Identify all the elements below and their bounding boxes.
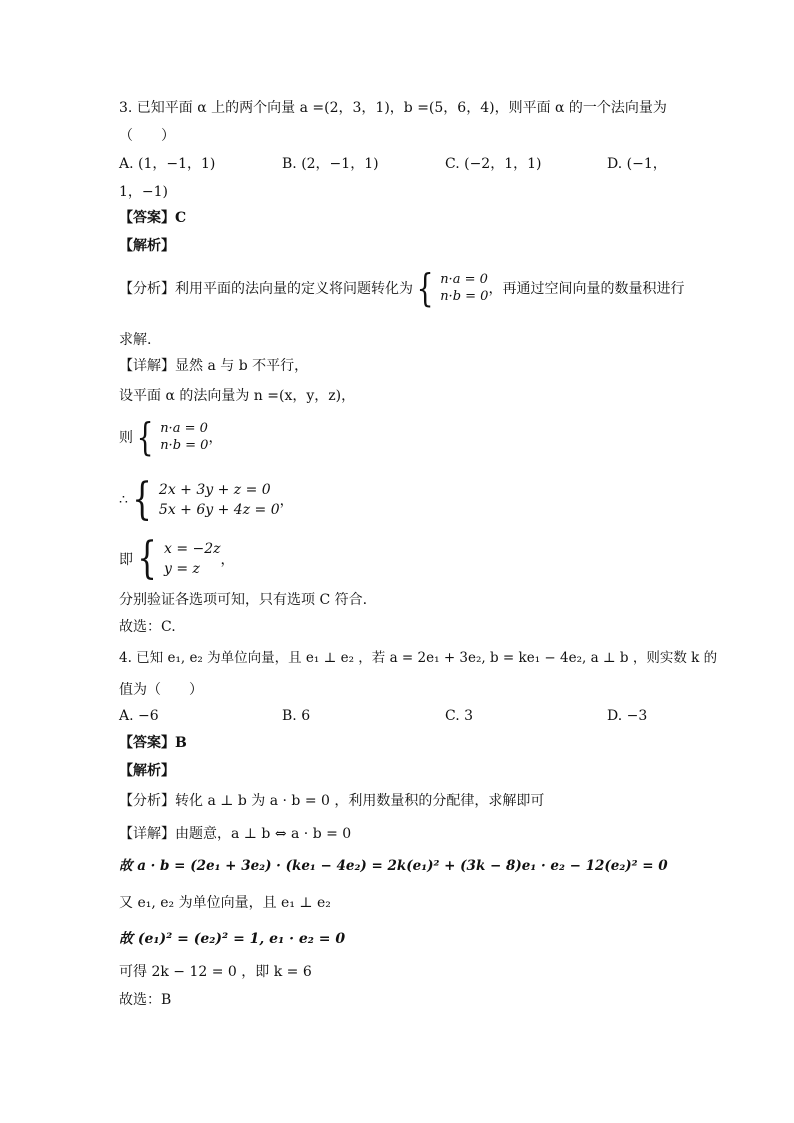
left-brace-icon: {: [416, 266, 434, 310]
equation-row: 2x + 3y + z = 0: [158, 482, 271, 498]
q3-option-b: B. (2，−1，1): [282, 156, 379, 172]
q3-ze: 则: [119, 430, 133, 446]
q3-ji-post: ，: [220, 552, 235, 568]
q3-option-d-cont: 1，−1): [119, 184, 169, 200]
q4-option-a: A. −6: [119, 708, 159, 724]
q3-therefore-system: [159, 480, 280, 520]
q4-stem-cont: 值为（ ）: [119, 682, 203, 698]
equation-row: n·a = 0: [160, 421, 208, 436]
q3-fenxi-cont: 求解.: [119, 332, 152, 348]
q3-option-c: C. (−2，1，1): [445, 156, 542, 172]
q4-stem: 4. 已知 e₁, e₂ 为单位向量，且 e₁ ⊥ e₂ ，若 a = 2e₁ + 3e₂, b = ke₁ − 4e₂, a ⊥ b ，则实数 k 的: [119, 650, 718, 666]
q3-detail-1: 【详解】显然 a 与 b 不平行，: [119, 358, 309, 374]
q4-equation-1: 故 a · b = (2e₁ + 3e₂) · (ke₁ − 4e₂) = 2k(e₁)² + (3k − 8)e₁ · e₂ − 12(e₂)² = 0: [119, 858, 668, 874]
q3-option-a: A. (1，−1，1): [119, 156, 216, 172]
q4-answer: 【答案】B: [119, 735, 187, 751]
equation-row: n·b = 0: [440, 289, 489, 304]
q3-ze-system: [160, 420, 208, 454]
q3-ji-system: [164, 539, 221, 579]
q4-fenxi: 【分析】转化 a ⊥ b 为 a · b = 0 ，利用数量积的分配律，求解即可: [119, 793, 545, 809]
q3-paren: （ ）: [119, 128, 175, 144]
q3-ji-line: [119, 535, 235, 583]
q3-fenxi-pre: 【分析】利用平面的法向量的定义将问题转化为: [119, 281, 413, 297]
q3-fenxi-line: [119, 266, 684, 310]
equation-row: n·b = 0: [160, 438, 209, 453]
q4-choose: 故选：B: [119, 992, 172, 1008]
equation-row: y = z: [164, 561, 200, 577]
q3-answer: 【答案】C: [119, 210, 187, 226]
q3-ze-post: ，: [208, 430, 223, 446]
q3-stem: 3. 已知平面 α 上的两个向量 a =(2，3，1)，b =(5，6，4)，则平面 α 的一个法向量为: [119, 100, 667, 116]
q4-detail: 【详解】由题意，a ⊥ b ⇔ a · b = 0: [119, 826, 352, 842]
q3-detail-2: 设平面 α 的法向量为 n =(x，y，z)，: [119, 388, 356, 404]
q3-therefore-post: ，: [279, 493, 294, 509]
equation-row: x = −2z: [164, 541, 221, 557]
q4-equation-2: 故 (e₁)² = (e₂)² = 1, e₁ · e₂ = 0: [119, 931, 346, 947]
q4-option-d: D. −3: [607, 708, 648, 724]
q4-result: 可得 2k − 12 = 0 ，即 k = 6: [119, 964, 312, 980]
q3-fenxi-post: ，再通过空间向量的数量积进行: [488, 281, 685, 297]
q3-analysis-head: 【解析】: [119, 238, 175, 254]
q4-option-b: B. 6: [282, 708, 311, 724]
q3-ze-line: [119, 415, 222, 459]
left-brace-icon: {: [136, 415, 154, 459]
q3-choose: 故选：C.: [119, 619, 176, 635]
left-brace-icon: {: [137, 533, 157, 584]
q4-option-c: C. 3: [445, 708, 474, 724]
q3-option-d: D. (−1，: [607, 156, 667, 172]
left-brace-icon: {: [132, 474, 152, 525]
q3-ji: 即: [119, 552, 133, 568]
equation-row: 5x + 6y + 4z = 0: [158, 502, 280, 518]
q4-analysis-head: 【解析】: [119, 763, 175, 779]
q3-fenxi-system: [440, 271, 488, 305]
equation-row: n·a = 0: [440, 272, 488, 287]
therefore-icon: ∴: [119, 492, 128, 508]
q3-therefore-line: [119, 476, 294, 524]
q4-again: 又 e₁, e₂ 为单位向量，且 e₁ ⊥ e₂: [119, 895, 331, 911]
q3-verify: 分别验证各选项可知，只有选项 C 符合.: [119, 592, 368, 608]
